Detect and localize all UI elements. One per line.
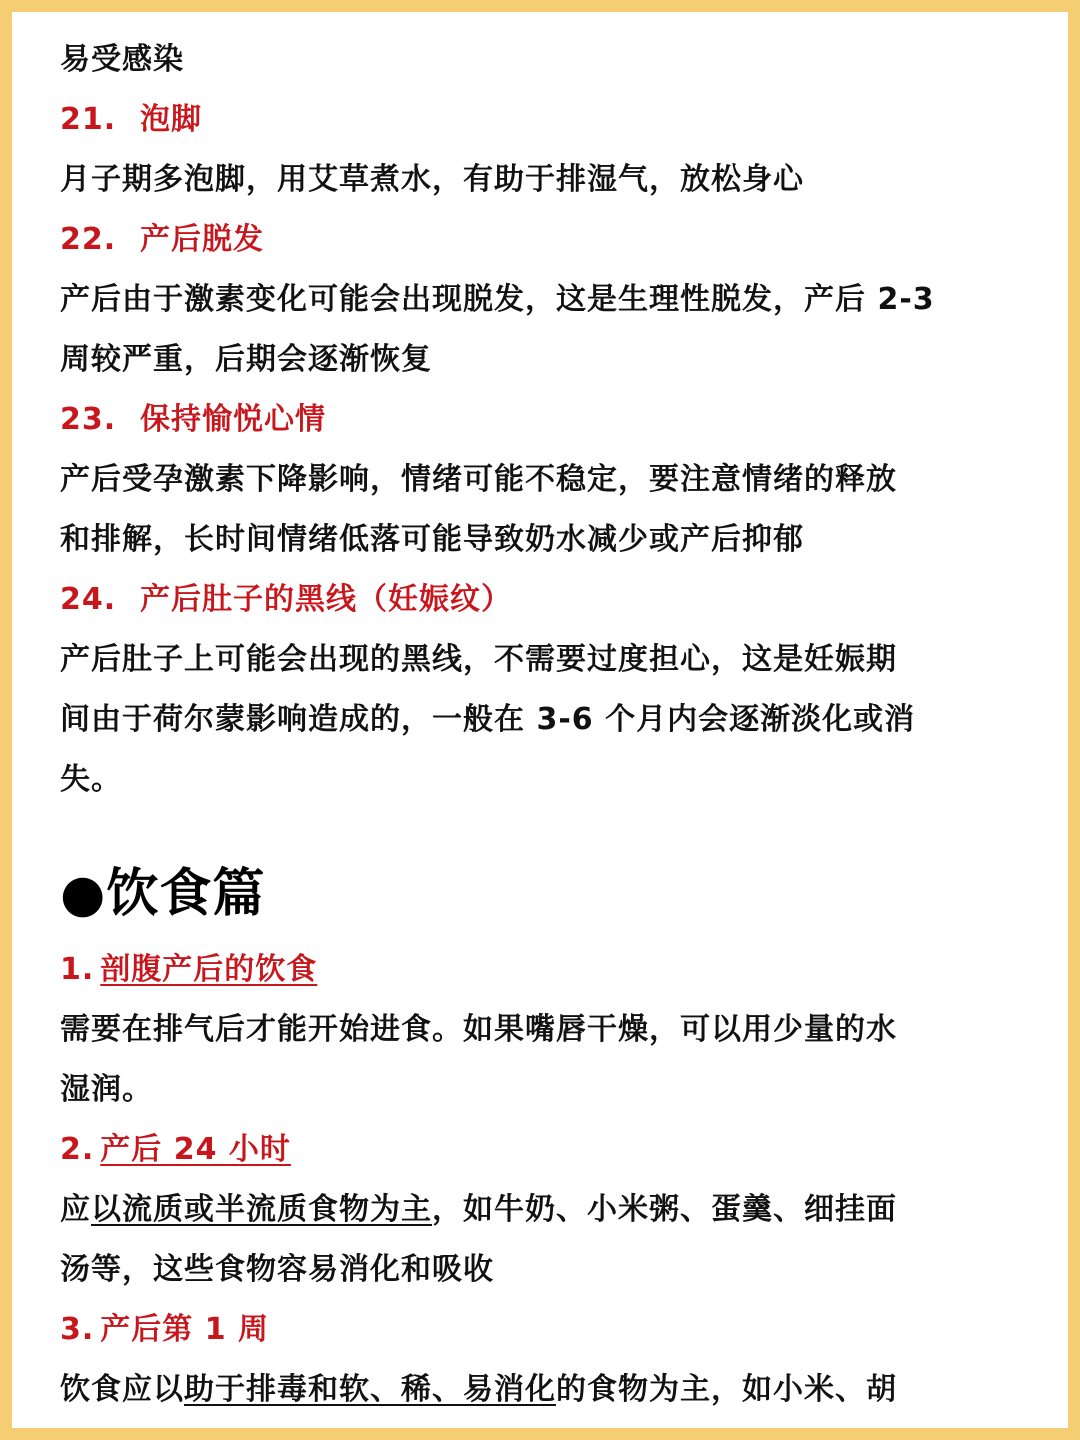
underlined-text: 助于排毒和软、稀、易消化: [184, 1372, 556, 1407]
item-number: 1.: [60, 952, 95, 987]
item-title: 泡脚: [140, 102, 202, 137]
item-number: 21.: [60, 102, 117, 137]
diet-heading-2: [60, 1120, 1015, 1180]
item-title: 产后 24 小时: [100, 1132, 291, 1167]
bullet-icon: ●: [60, 864, 107, 924]
item-body-line: [60, 1180, 1015, 1240]
body-text: 饮食应以: [60, 1372, 184, 1407]
item-number: 24.: [60, 582, 117, 617]
body-text: 的食物为主，如小米、胡: [556, 1372, 897, 1407]
item-number: 23.: [60, 402, 117, 437]
document-page: [12, 12, 1068, 1428]
item-body-line: 湿润。: [60, 1072, 153, 1107]
item-title: 产后脱发: [140, 222, 264, 257]
underlined-text: 以流质或半流质食物为主: [91, 1192, 432, 1227]
item-number: 3.: [60, 1312, 95, 1347]
item-body-line: 需要在排气后才能开始进食。如果嘴唇干燥，可以用少量的水: [60, 1012, 897, 1047]
item-body-line: 周较严重，后期会逐渐恢复: [60, 342, 432, 377]
diet-heading-3: [60, 1300, 1015, 1360]
item-body-line: 失。: [60, 762, 122, 797]
item-body-line: 产后肚子上可能会出现的黑线，不需要过度担心，这是妊娠期: [60, 642, 897, 677]
continued-text: 易受感染: [60, 42, 184, 77]
item-number: 22.: [60, 222, 117, 257]
item-body-line: 汤等，这些食物容易消化和吸收: [60, 1252, 494, 1287]
item-body-line: [60, 1360, 1015, 1420]
item-title: 产后第 1 周: [100, 1312, 270, 1347]
item-heading-21: [60, 90, 1015, 150]
item-body-line: 和排解，长时间情绪低落可能导致奶水减少或产后抑郁: [60, 522, 804, 557]
body-text: 应: [60, 1192, 91, 1227]
section-heading: [60, 848, 1015, 940]
item-body-line: 间由于荷尔蒙影响造成的，一般在 3-6 个月内会逐渐淡化或消: [60, 702, 916, 737]
item-title: 产后肚子的黑线（妊娠纹）: [140, 582, 512, 617]
item-heading-23: [60, 390, 1015, 450]
item-number: 2.: [60, 1132, 95, 1167]
document-content: [60, 30, 1015, 1420]
item-heading-22: [60, 210, 1015, 270]
diet-heading-1: [60, 940, 1015, 1000]
item-body-line: 产后受孕激素下降影响，情绪可能不稳定，要注意情绪的释放: [60, 462, 897, 497]
item-body-line: 产后由于激素变化可能会出现脱发，这是生理性脱发，产后 2-3: [60, 282, 935, 317]
body-text: ，如牛奶、小米粥、蛋羹、细挂面: [432, 1192, 897, 1227]
item-title: 保持愉悦心情: [140, 402, 326, 437]
section-title: 饮食篇: [106, 864, 266, 924]
item-title: 剖腹产后的饮食: [100, 952, 318, 987]
item-heading-24: [60, 570, 1015, 630]
item-body-line: 月子期多泡脚，用艾草煮水，有助于排湿气，放松身心: [60, 162, 804, 197]
